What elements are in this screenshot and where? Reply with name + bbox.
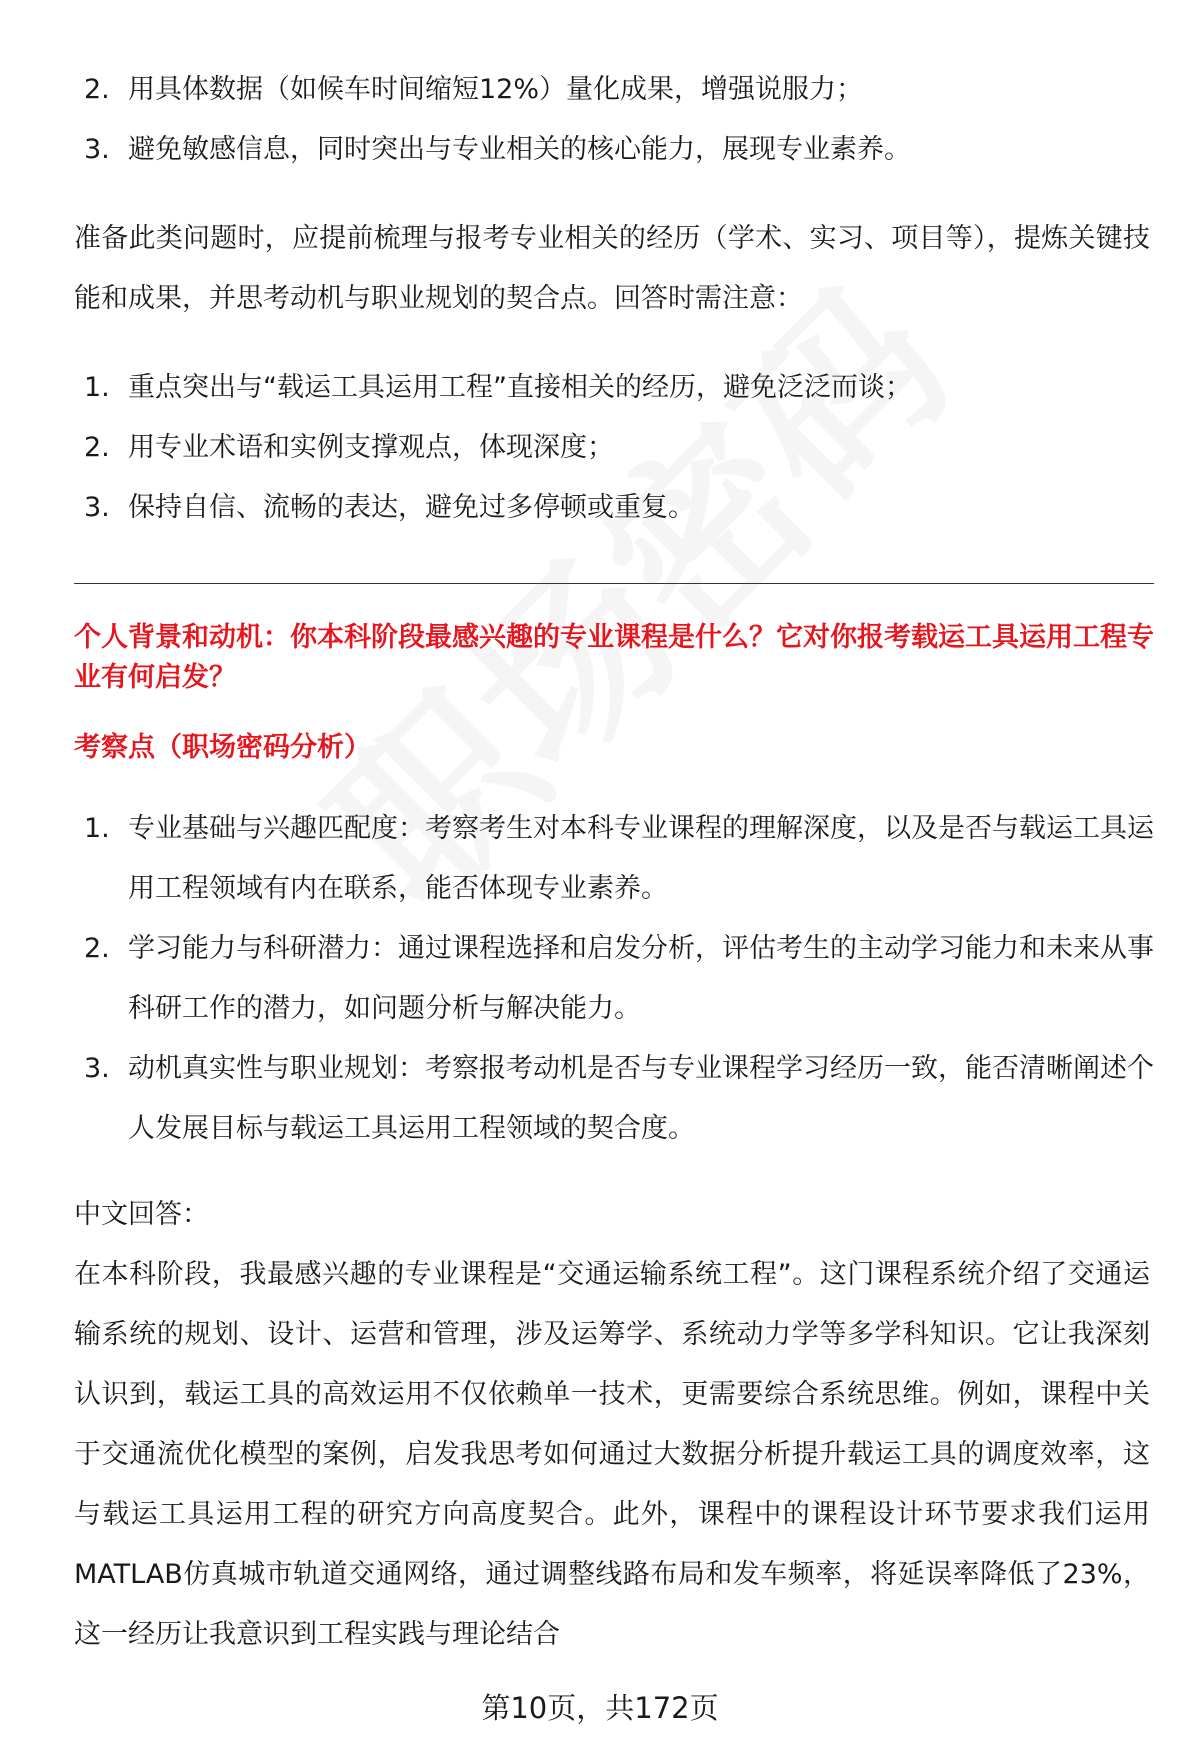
list-item bbox=[74, 799, 1154, 919]
list-item bbox=[74, 478, 1154, 538]
page-footer: 第10页，共172页 bbox=[481, 1691, 719, 1725]
question-title: 个人背景和动机：你本科阶段最感兴趣的专业课程是什么？它对你报考载运工具运用工程专业有何启发？ bbox=[74, 622, 1154, 693]
list-text: 专业基础与兴趣匹配度：考察考生对本科专业课程的理解深度，以及是否与载运工具运用工程领域有内在联系，能否体现专业素养。 bbox=[128, 813, 1154, 904]
list-number: 3. bbox=[84, 1053, 110, 1084]
top-list bbox=[74, 60, 1154, 180]
list-text: 动机真实性与职业规划：考察报考动机是否与专业课程学习经历一致，能否清晰阐述个人发展目标与载运工具运用工程领域的契合度。 bbox=[128, 1053, 1154, 1144]
list-number: 3. bbox=[84, 492, 110, 523]
list-text: 重点突出与“载运工具运用工程”直接相关的经历，避免泛泛而谈； bbox=[128, 372, 912, 403]
tips-list bbox=[74, 358, 1154, 538]
list-text: 用具体数据（如候车时间缩短12%）量化成果，增强说服力； bbox=[128, 74, 864, 105]
section-divider bbox=[74, 583, 1154, 584]
list-number: 2. bbox=[84, 933, 110, 964]
list-text: 学习能力与科研潜力：通过课程选择和启发分析，评估考生的主动学习能力和未来从事科研工作的潜力，如问题分析与解决能力。 bbox=[128, 933, 1154, 1024]
list-number: 2. bbox=[84, 74, 110, 105]
list-item bbox=[74, 60, 1154, 120]
list-number: 1. bbox=[84, 372, 110, 403]
list-number: 1. bbox=[84, 813, 110, 844]
answer-text: 在本科阶段，我最感兴趣的专业课程是“交通运输系统工程”。这门课程系统介绍了交通运输系统的规划、设计、运营和管理，涉及运筹学、系统动力学等多学科知识。它让我深刻认识到，载运工具的高效运用不仅依赖单一技术，更需要综合系统思维。例如，课程中关于交通流优化模型的案例，启发我思考如何通过大数据分析提升载运工具的调度效率，这与载运工具运用工程的研究方向高度契合。此外，课程中的课程设计环节要求我们运用MATLAB仿真城市轨道交通网络，通过调整线路布局和发车频率，将延误率降低了23%，这一经历让我意识到工程实践与理论结合 bbox=[74, 1259, 1150, 1650]
list-text: 避免敏感信息，同时突出与专业相关的核心能力，展现专业素养。 bbox=[128, 134, 911, 165]
prep-paragraph: 准备此类问题时，应提前梳理与报考专业相关的经历（学术、实习、项目等），提炼关键技能和成果，并思考动机与职业规划的契合点。回答时需注意： bbox=[74, 223, 1150, 314]
list-number: 3. bbox=[84, 134, 110, 165]
answer-label: 中文回答： bbox=[74, 1199, 209, 1230]
exam-point-title: 考察点（职场密码分析） bbox=[74, 732, 371, 763]
list-item bbox=[74, 418, 1154, 478]
list-item bbox=[74, 919, 1154, 1039]
list-text: 用专业术语和实例支撑观点，体现深度； bbox=[128, 432, 614, 463]
exam-points-list bbox=[74, 799, 1154, 1159]
list-item bbox=[74, 120, 1154, 180]
list-item bbox=[74, 358, 1154, 418]
list-text: 保持自信、流畅的表达，避免过多停顿或重复。 bbox=[128, 492, 695, 523]
list-item bbox=[74, 1039, 1154, 1159]
list-number: 2. bbox=[84, 432, 110, 463]
